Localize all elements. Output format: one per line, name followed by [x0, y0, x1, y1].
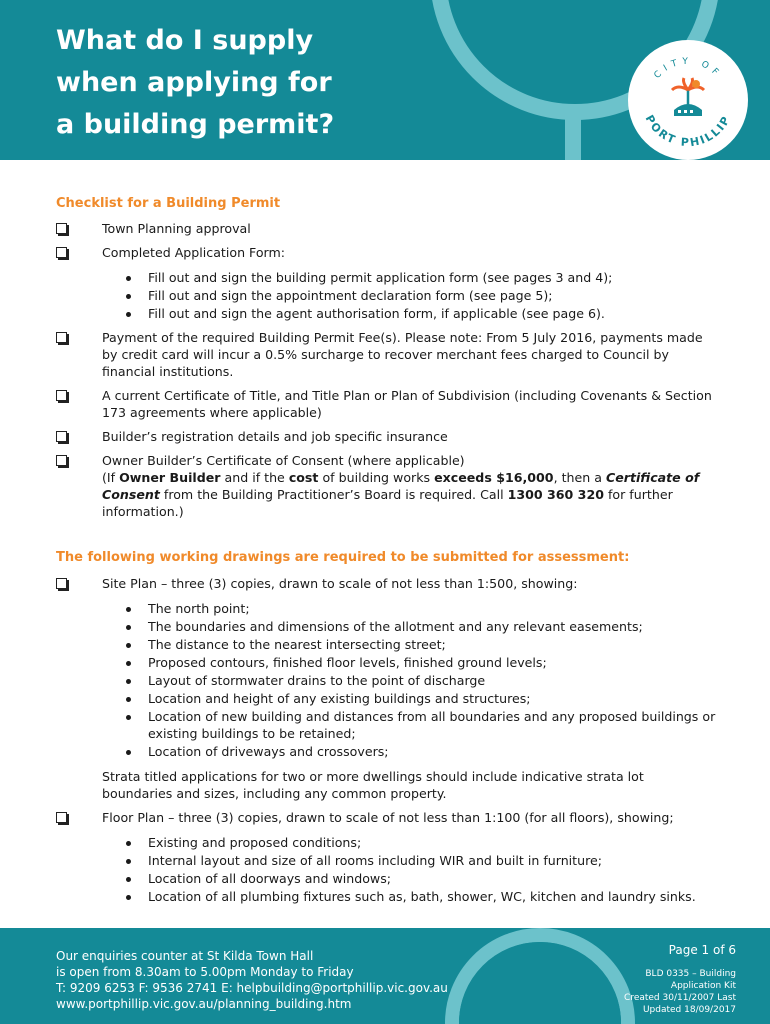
bullet-icon — [126, 679, 131, 684]
enquiries-line: Our enquiries counter at St Kilda Town Hall — [56, 949, 314, 963]
contact-info — [56, 948, 448, 1012]
bullet-icon — [126, 841, 131, 846]
list-item: Location of driveways and crossovers; — [148, 743, 768, 760]
page-footer — [0, 928, 770, 1024]
bullet-icon — [126, 276, 131, 281]
bullet-icon — [126, 895, 131, 900]
checkbox-icon — [56, 431, 67, 442]
checklist-heading: Checklist for a Building Permit — [56, 196, 281, 211]
list-item: Location of all doorways and windows; — [148, 870, 768, 887]
bullet-icon — [126, 607, 131, 612]
page-title — [56, 20, 334, 146]
list-item: Location and height of any existing buildings and structures; — [148, 690, 768, 707]
decorative-ring-stem — [565, 118, 581, 160]
drawings-heading: The following working drawings are required to be submitted for assessment: — [56, 550, 630, 565]
page-header — [0, 0, 770, 160]
document-meta: BLD 0335 – Building Application Kit Created 30/11/2007 Last Updated 18/09/2017 — [624, 969, 736, 1015]
website-link[interactable]: www.portphillip.vic.gov.au/planning_building.htm — [56, 997, 352, 1011]
list-item: Proposed contours, finished floor levels, finished ground levels; — [148, 654, 768, 671]
bullet-icon — [126, 877, 131, 882]
bullet-icon — [126, 312, 131, 317]
list-item: Existing and proposed conditions; — [148, 834, 768, 851]
logo-text-bottom: PORT PHILLIP — [642, 112, 734, 150]
list-item: Location of all plumbing fixtures such as, bath, shower, WC, kitchen and laundry sinks. — [148, 888, 768, 905]
checkbox-icon — [56, 223, 67, 234]
logo-graphic — [628, 40, 748, 160]
bullet-icon — [126, 625, 131, 630]
logo-text-top: CITY OF — [652, 56, 724, 81]
list-item: Fill out and sign the building permit application form (see pages 3 and 4); — [148, 269, 768, 286]
checkbox-icon — [56, 578, 67, 589]
contact-line: T: 9209 6253 F: 9536 2741 E: helpbuilding@portphillip.vic.gov.au — [56, 981, 448, 995]
list-item: The boundaries and dimensions of the allotment and any relevant easements; — [148, 618, 768, 635]
palm-tree-icon — [668, 78, 708, 122]
checkbox-icon — [56, 247, 67, 258]
list-item: The distance to the nearest intersecting street; — [148, 636, 768, 653]
bullet-icon — [126, 294, 131, 299]
title-line-3: a building permit? — [56, 109, 335, 140]
hours-line: is open from 8.30am to 5.00pm Monday to Friday — [56, 965, 354, 979]
strata-note: Strata titled applications for two or more dwellings should include indicative strata lot boundaries and sizes, including any common property. — [102, 769, 644, 801]
bullet-icon — [126, 643, 131, 648]
bullet-icon — [126, 661, 131, 666]
bullet-icon — [126, 697, 131, 702]
bullet-icon — [126, 750, 131, 755]
svg-text:CITY OF — [652, 57, 723, 81]
checkbox-icon — [56, 390, 67, 401]
title-line-1: What do I supply — [56, 25, 314, 56]
title-line-2: when applying for — [56, 67, 332, 98]
list-item: The north point; — [148, 600, 768, 617]
list-item: Internal layout and size of all rooms including WIR and built in furniture; — [148, 852, 768, 869]
list-item: Fill out and sign the appointment declaration form (see page 5); — [148, 287, 768, 304]
bullet-icon — [126, 859, 131, 864]
page-number: Page 1 of 6 — [668, 943, 736, 957]
list-item: Location of new building and distances from all boundaries and any proposed buildings or existing buildings to be retained; — [148, 708, 718, 742]
checkbox-icon — [56, 812, 67, 823]
bullet-icon — [126, 715, 131, 720]
checkbox-icon — [56, 332, 67, 343]
checkbox-icon — [56, 455, 67, 466]
list-item: Layout of stormwater drains to the point of discharge — [148, 672, 768, 689]
list-item: Fill out and sign the agent authorisation form, if applicable (see page 6). — [148, 305, 768, 322]
city-of-port-phillip-logo — [628, 40, 748, 160]
